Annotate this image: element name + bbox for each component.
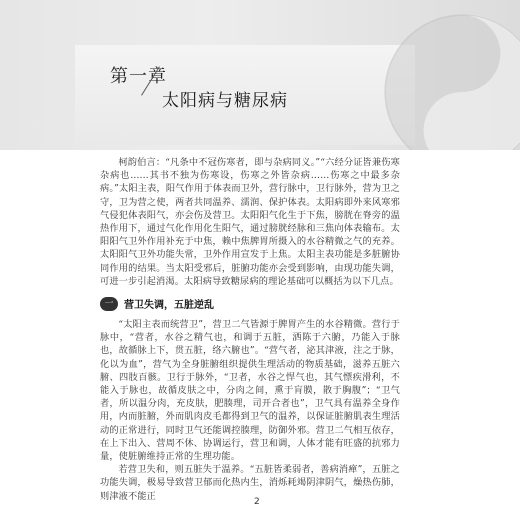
chapter-number: 第一章 [110, 66, 167, 87]
section-heading [100, 296, 400, 311]
chapter-header [0, 0, 520, 150]
section-number-badge: 一 [100, 297, 118, 311]
chapter-title: 太阳病与糖尿病 [162, 91, 288, 111]
section-paragraph: “太阳主表而统营卫”，营卫二气皆源于脾胃产生的水谷精微。营行于脉中，“营者，水谷之精气也，和调于五脏，洒陈于六腑，乃能入于脉也，故循脉上下，贯五脏，络六腑也”。“营气者，泌其津液，注之于脉，化以为血”，营气为全身脏腑组织提供生理活动的物质基础，滋养五脏六腑、四肢百骸。卫行于脉外，“卫者，水谷之悍气也，其气慓疾滑利，不能入于脉也，故循皮肤之中，分肉之间，熏于肓膜，散于胸腹”；“卫气者，所以温分肉，充皮肤，肥腠理，司开合者也”，卫气具有温养全身作用，内而脏腑，外而肌肉皮毛都得到卫气的温养，以保证脏腑肌表生理活动的正常进行，同时卫气还能调控腠理，防御外邪。营卫二气相互依存，在上下出入、营周不休、协调运行，营卫和调，人体才能有旺盛的抗邪力量，使脏腑维持正常的生理功能。 [100, 319, 400, 463]
page-number: 2 [254, 497, 260, 507]
section-paragraph: 若营卫失和，则五脏失于温养。“五脏皆柔弱者，善病消瘅”，五脏之功能失调，极易导致营卫郁而化热内生，消烁耗竭阴津阴气，燥热伤肺，则津液不能正 [100, 464, 400, 502]
section-title: 营卫失调，五脏逆乱 [124, 300, 214, 312]
page-body [100, 156, 400, 503]
yin-yang-icon [382, 12, 520, 150]
intro-paragraph: 柯韵伯言：“凡条中不冠伤寒者，即与杂病同义。”“六经分证皆兼伤寒杂病也……其书不独为伤寒设，伤寒之外皆杂病……伤寒之中最多杂病。”太阳主表，阳气作用于体表而卫外，营行脉中，卫行脉外，营为卫之守，卫为营之使，两者共同温养、濡润、保护体表。太阳病即外来风寒邪气侵犯体表阳气，亦会伤及营卫。太阳阳气化生于下焦，膀胱在脊旁的温热作用下，通过气化作用化生阳气，通过膀胱经脉和三焦向体表输布。太阳阳气卫外作用补充于中焦，赖中焦脾胃所摄入的水谷精微之气的充养。太阳阳气卫外功能失常，卫外作用宣发于上焦。太阳主表功能是多脏腑协同作用的结果。当太阳受邪后，脏腑功能亦会受到影响，由现功能失调，可进一步引起消渴。太阳病导致糖尿病的理论基础可以概括为以下几点。 [100, 157, 400, 287]
